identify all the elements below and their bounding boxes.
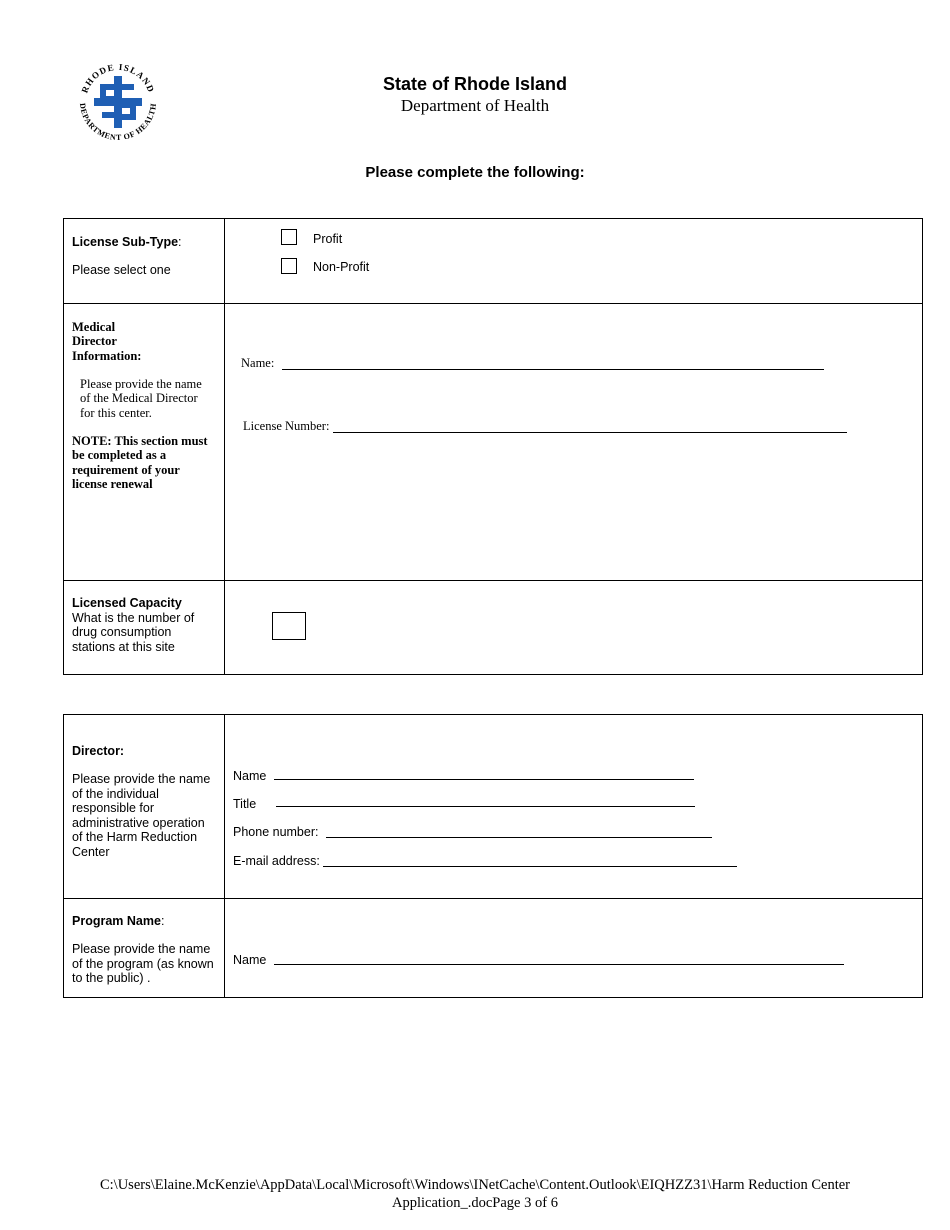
seal-text-top: RHODE ISLAND: [79, 61, 157, 95]
form-instructions: Please complete the following:: [365, 164, 585, 181]
non-profit-label: Non-Profit: [313, 260, 370, 274]
medical-director-label: Medical Director Information:: [72, 320, 142, 363]
license-subtype-label: License Sub-Type: [72, 235, 179, 249]
non-profit-checkbox[interactable]: [281, 258, 297, 274]
medical-director-license-label: License Number:: [243, 419, 330, 433]
licensed-capacity-row: [64, 581, 923, 675]
director-row: [64, 715, 923, 899]
director-phone-label: Phone number:: [233, 825, 319, 839]
director-label: Director:: [72, 744, 125, 758]
medical-director-row: [64, 304, 923, 581]
director-title-label: Title: [233, 797, 257, 811]
medical-director-hint: Please provide the name of the Medical Director for this center.: [80, 377, 202, 420]
program-name-row: Program Name: Please provide the name of the program (as known to the public) . Name: [64, 899, 923, 998]
page-subtitle: Department of Health: [400, 96, 550, 115]
license-subtype-hint: Please select one: [72, 263, 171, 277]
page-title: State of Rhode Island: [382, 74, 568, 94]
director-title-field[interactable]: [276, 806, 695, 807]
medical-director-name-field[interactable]: [282, 369, 824, 370]
program-name-field-label: Name: [233, 953, 267, 967]
license-info-table: [63, 218, 923, 675]
footer-file-path: C:\Users\Elaine.McKenzie\AppData\Local\Microsoft\Windows\INetCache\Content.Outlook\EIQHZZ31\Harm Reduction Center: [99, 1177, 850, 1193]
document-footer: [0, 1176, 950, 1212]
director-program-table: [63, 714, 923, 998]
medical-director-note: NOTE: This section must be completed as a requirement of your license renewal: [72, 434, 208, 491]
program-name-field[interactable]: [274, 964, 844, 965]
director-email-label: E-mail address:: [233, 854, 320, 868]
medical-director-name-label: Name:: [241, 356, 275, 370]
director-name-label: Name: [233, 769, 267, 783]
licensed-capacity-label: Licensed Capacity: [72, 596, 182, 610]
licensed-capacity-hint: What is the number of drug consumption stations at this site: [72, 610, 195, 654]
medical-director-license-field[interactable]: [333, 432, 847, 433]
program-name-label: Program Name: [72, 914, 161, 928]
profit-label: Profit: [313, 232, 343, 246]
director-hint: Please provide the name of the individual responsible for administrative operation of the Harm Reduction Center: [72, 772, 211, 859]
seal-text-bottom: DEPARTMENT OF HEALTH: [77, 102, 159, 143]
director-phone-field[interactable]: [326, 837, 712, 838]
profit-checkbox[interactable]: [281, 229, 297, 245]
program-name-hint: Please provide the name of the program (as known to the public) .: [72, 942, 214, 985]
capacity-input[interactable]: [272, 612, 306, 640]
director-email-field[interactable]: [323, 866, 737, 867]
director-name-field[interactable]: [274, 779, 694, 780]
license-subtype-row: License Sub-Type: Please select one Profit Non-Profit: [64, 219, 923, 304]
footer-page-info: Application_.docPage 3 of 6: [392, 1195, 558, 1211]
